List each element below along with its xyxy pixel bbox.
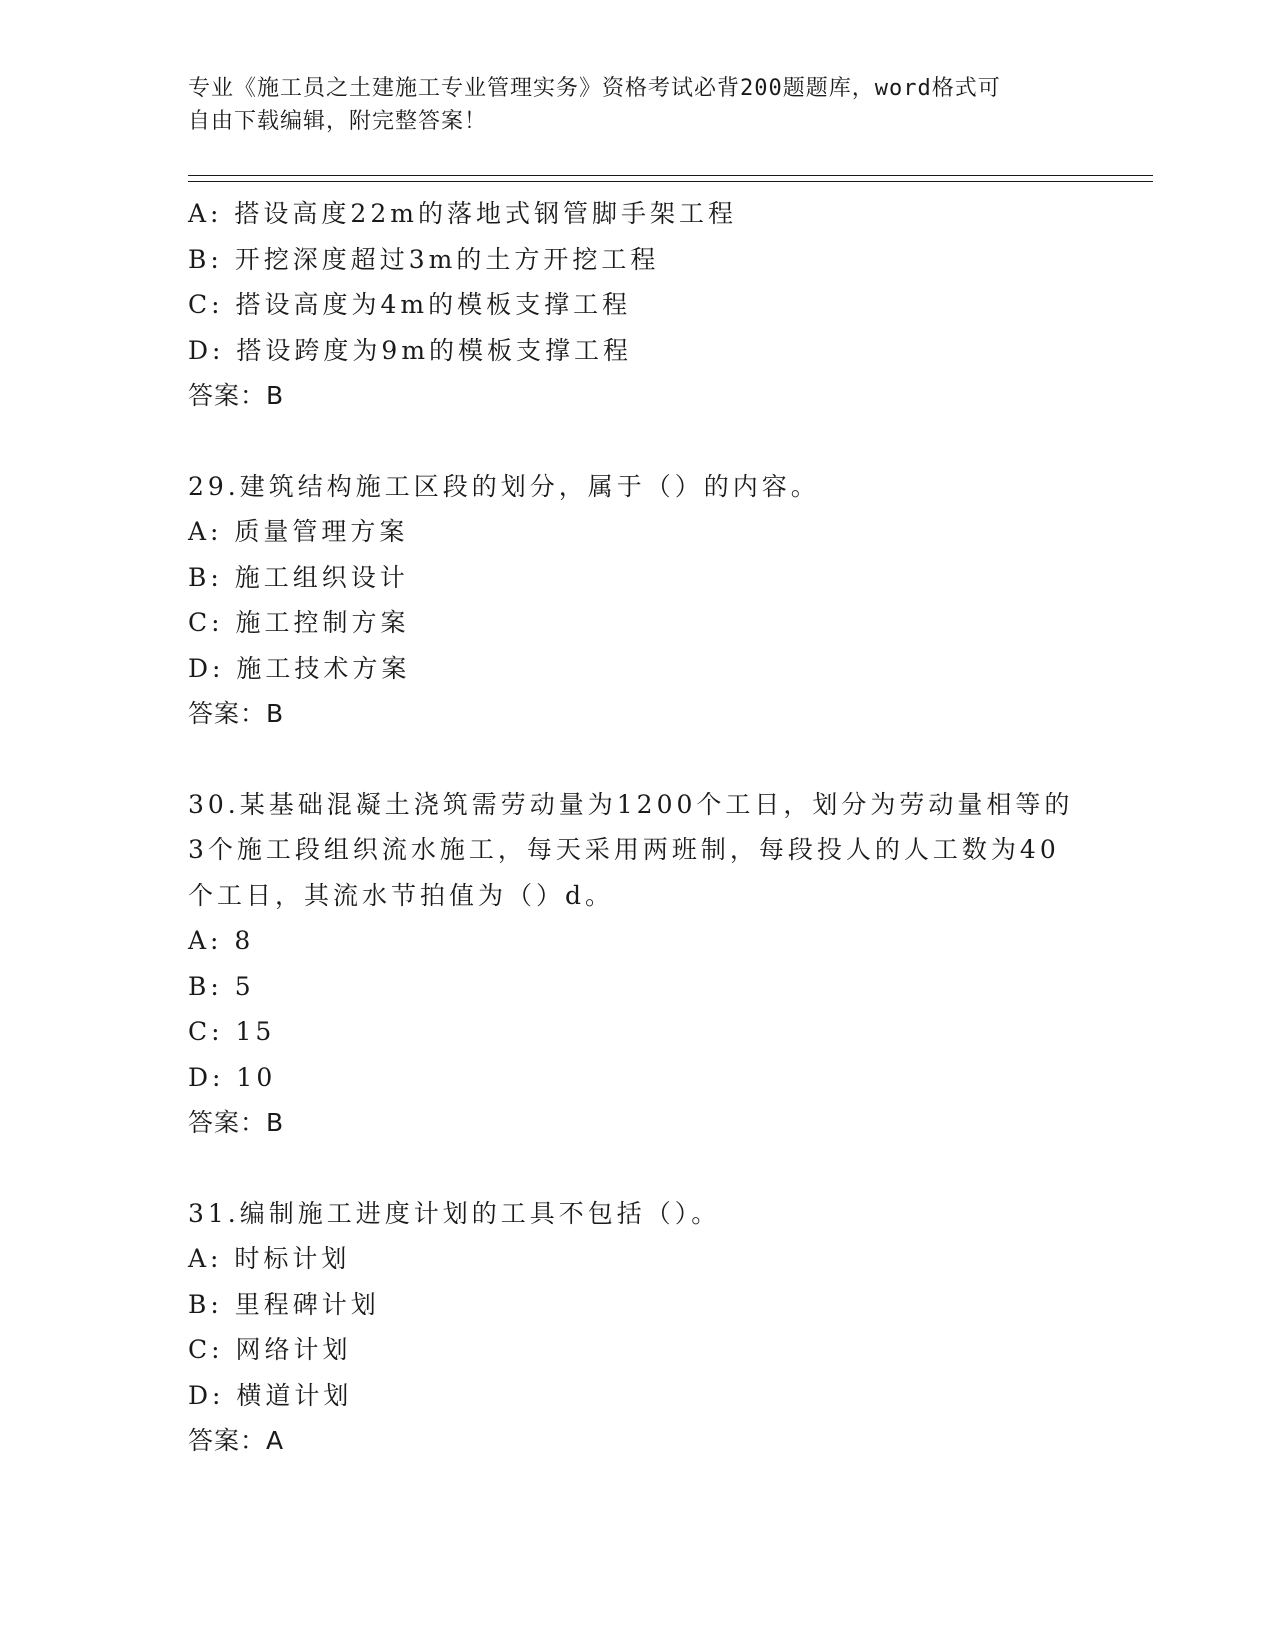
header-line-2: 自由下载编辑，附完整答案！ [188,109,488,134]
answer: 答案：B [188,381,285,410]
question-30 [188,782,1088,1146]
question-28 [188,191,1088,419]
answer: 答案：A [188,1426,285,1455]
option-b: B: 施工组织设计 [188,562,409,592]
option-d: D: 10 [188,1062,277,1092]
option-a: A: 质量管理方案 [188,517,409,546]
header-divider-bottom [188,181,1153,182]
option-b: B: 开挖深度超过3m的土方开挖工程 [188,244,660,274]
option-b: B: 5 [188,971,255,1001]
question-stem-line: 29.建筑结构施工区段的划分，属于（）的内容。 [188,471,820,501]
answer: 答案：B [188,699,285,728]
answer: 答案：B [188,1108,285,1137]
option-d: D: 搭设跨度为9m的模板支撑工程 [188,335,633,365]
header-line-1: 专业《施工员之土建施工专业管理实务》资格考试必背200题题库，word格式可 [188,76,1001,101]
question-stem [188,464,1088,510]
question-stem-line: 3个施工段组织流水施工，每天采用两班制，每段投人的人工数为40 [188,835,1060,864]
option-c: C: 搭设高度为4m的模板支撑工程 [188,290,632,319]
question-list [188,191,1088,1464]
question-31 [188,1191,1088,1464]
option-d: D: 施工技术方案 [188,653,411,683]
question-29 [188,464,1088,737]
option-a: A: 8 [188,926,255,955]
question-stem-line: 个工日，其流水节拍值为（）d。 [188,880,615,910]
document-header [188,72,1088,138]
option-a: A: 时标计划 [188,1244,351,1273]
question-stem [188,1191,1088,1237]
question-stem-line: 31.编制施工进度计划的工具不包括（）。 [188,1198,721,1228]
question-stem-line: 30.某基础混凝土浇筑需劳动量为1200个工日，划分为劳动量相等的 [188,789,1074,819]
option-d: D: 横道计划 [188,1380,353,1410]
header-divider-top [188,175,1153,176]
option-a: A: 搭设高度22m的落地式钢管脚手架工程 [188,199,737,228]
option-c: C: 15 [188,1017,276,1046]
question-stem [188,782,1088,919]
option-c: C: 施工控制方案 [188,608,410,637]
option-b: B: 里程碑计划 [188,1289,380,1319]
option-c: C: 网络计划 [188,1335,352,1364]
